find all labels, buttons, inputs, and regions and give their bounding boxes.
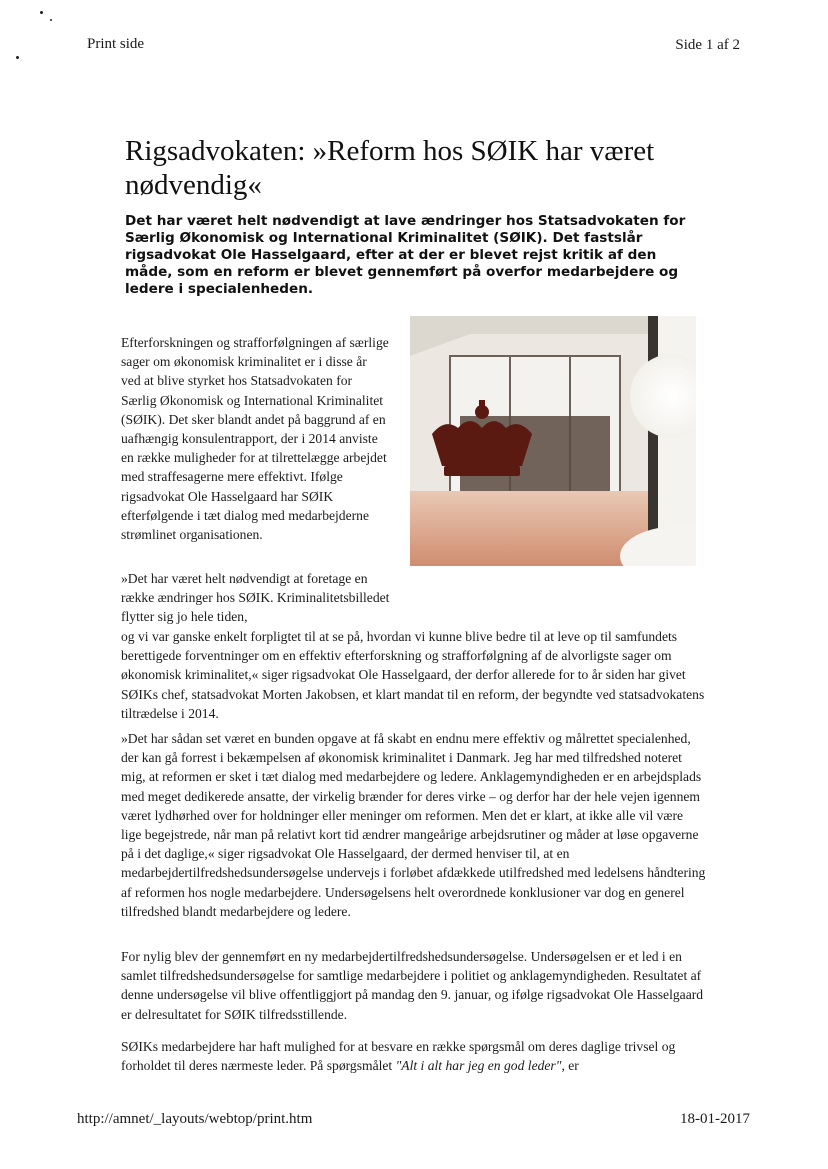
paragraph-4: For nylig blev der gennemført en ny medarbejdertilfredshedsundersøgelse. Undersøgelsen er et led i en samlet tilfredshedsundersøgelse for samtlige medarbejdere i politiet og anklagemyndigheden. Resultatet af denne undersøgelse vil blive offentliggjort på mandag den 9. januar, og ifølge rigsadvokat Ole Hasselgaard er delresultatet for SØIK tilfredsstillende. (121, 949, 704, 1022)
paragraph-2-continued: og vi var ganske enkelt forpligtet til at se på, hvordan vi kunne blive bedre til at leve op til samfundets berettigede forventninger om en effektiv efterforskning og strafforfølgning af de alvorligste sager om økonomisk kriminalitet,« siger rigsadvokat Ole Hasselgaard, der derfor allerede for to år siden har givet SØIKs chef, statsadvokat Morten Jakobsen, et klart mandat til en reform, der begyndte ved statsadvokatens tiltrædelse i 2014. (121, 629, 705, 721)
paragraph-3: »Det har sådan set været en bunden opgave at få skabt en endnu mere effektiv og målrettet specialenhed, der kan gå forrest i bekæmpelsen af økonomisk kriminalitet i Danmark. Jeg har med tilfredshed noteret mig, at reformen er sket i tæt dialog med medarbejdere og ledere. Anklagemyndigheden er en arbejdsplads med meget dedikerede ansatte, der virkelig brænder for deres virke – og derfor har der hele vejen igennem været lydhørhed over for holdninger eller meninger om reformen. Men det er klart, at ikke alle vil være lige begejstrede, når man på relativt kort tid ændrer mangeårige arbejdsrutiner og måder at løse opgaverne på i det daglige,« siger rigsadvokat Ole Hasselgaard, der dermed henviser til, at en medarbejdertilfredshedsundersøgelse undervejs i forløbet afdækkede utilfredshed med ledelsens håndtering af reformen hos nogle medarbejdere. Undersøgelsens helt overordnede konklusioner var dog en generel tilfredshed blandt medarbejdere og ledere. (121, 731, 706, 919)
header-print-side: Print side (87, 36, 145, 52)
header-page-number: Side 1 af 2 (675, 37, 740, 53)
paragraph-5-start: SØIKs medarbejdere har haft mulighed for at besvare en række spørgsmål om deres daglige trivsel og forholdet til deres nærmeste leder. På spørgsmålet (121, 1039, 676, 1074)
footer-date: 18-01-2017 (680, 1111, 750, 1127)
article-title: Rigsadvokaten: »Reform hos SØIK har været nødvendig« (125, 135, 655, 201)
paragraph-5-quote: "Alt i alt har jeg en god leder" (395, 1058, 562, 1074)
paragraph-5-end: , er (561, 1058, 579, 1074)
paragraph-5 (121, 1037, 706, 1075)
paragraph-2-start: »Det har været helt nødvendigt at foretage en række ændringer hos SØIK. Kriminalitetsbilledet flytter sig jo hele tiden, (121, 571, 390, 625)
article-lead: Det har været helt nødvendigt at lave ændringer hos Statsadvokaten for Særlig Økonomisk og International Kriminalitet (SØIK). Det fastslår rigsadvokat Ole Hasselgaard, efter at der er blevet rejst kritik af den måde, som en reform er blevet gennemført på overfor medarbejdere og ledere i specialenheden. (125, 213, 686, 297)
footer-url: http://amnet/_layouts/webtop/print.htm (77, 1111, 313, 1127)
office-crown-photo (410, 316, 696, 566)
paragraph-1: Efterforskningen og strafforfølgningen af særlige sager om økonomisk kriminalitet er i disse år ved at blive styrket hos Statsadvokaten for Særlig Økonomisk og International Kriminalitet (SØIK). Det sker blandt andet på baggrund af en uafhængig konsulentrapport, der i 2014 anviste en række muligheder for at tilrettelægge arbejdet med straffesagerne mere effektivt. Ifølge rigsadvokat Ole Hasselgaard har SØIK efterfølgende i tæt dialog med medarbejderne strømlinet organisationen. (121, 335, 389, 543)
